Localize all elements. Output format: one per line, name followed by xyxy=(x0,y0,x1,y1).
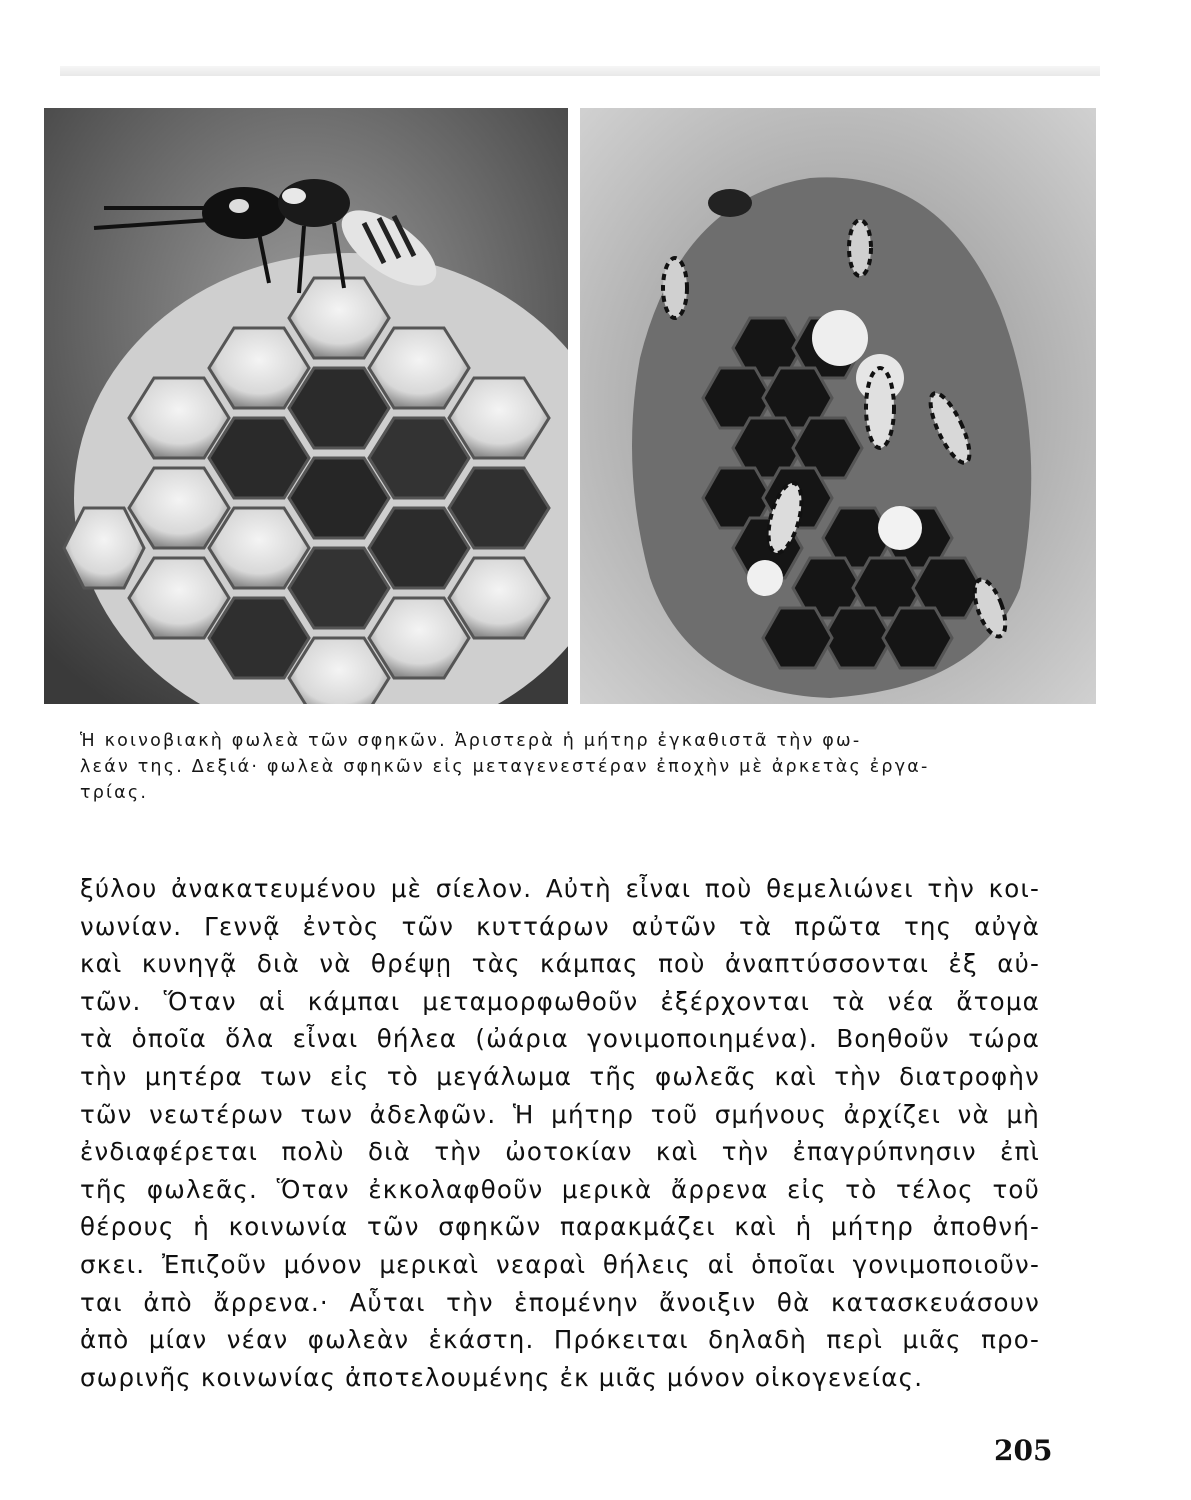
right-photo-nest-workers xyxy=(580,108,1096,704)
body-paragraph xyxy=(80,870,1040,1396)
figure-caption xyxy=(80,728,1040,806)
body-line: σωρινῆς κοινωνίας ἀποτελουμένης ἐκ μιᾶς μόνον οἰκογενείας. xyxy=(80,1362,924,1392)
body-line: τὰ ὁποῖα ὅλα εἶναι θήλεα (ὠάρια γονιμοποιημένα). Βοηθοῦν τώρα xyxy=(80,1024,1040,1054)
body-line: τῆς φωλεᾶς. Ὅταν ἐκκολαφθοῦν μερικὰ ἄρρενα εἰς τὸ τέλος τοῦ xyxy=(80,1174,1040,1204)
caption-line: λεάν της. Δεξιά· φωλεὰ σφηκῶν εἰς μεταγενεστέραν ἐποχὴν μὲ ἀρκετὰς ἐργα- xyxy=(80,757,930,777)
body-line: ἐνδιαφέρεται πολὺ διὰ τὴν ὠοτοκίαν καὶ τὴν ἐπαγρύπνησιν ἐπὶ xyxy=(80,1137,1040,1167)
page-shadow-rule xyxy=(60,66,1100,76)
body-line: τῶν νεωτέρων των ἀδελφῶν. Ἡ μήτηρ τοῦ σμήνους ἀρχίζει νὰ μὴ xyxy=(80,1099,1040,1129)
body-line: σκει. Ἐπιζοῦν μόνον μερικαὶ νεαραὶ θήλεις αἱ ὁποῖαι γονιμοποιοῦν- xyxy=(80,1249,1040,1279)
caption-line: Ἡ κοινοβιακὴ φωλεὰ τῶν σφηκῶν. Ἀριστερὰ ἡ μήτηρ ἐγκαθιστᾶ τὴν φω- xyxy=(80,731,862,751)
body-line: ἀπὸ μίαν νέαν φωλεὰν ἑκάστη. Πρόκειται δηλαδὴ περὶ μιᾶς προ- xyxy=(80,1325,1040,1355)
body-line: ται ἀπὸ ἄρρενα.· Αὗται τὴν ἑπομένην ἄνοιξιν θὰ κατασκευάσουν xyxy=(80,1287,1040,1317)
body-line: ξύλου ἀνακατευμένου μὲ σίελον. Αὐτὴ εἶναι ποὺ θεμελιώνει τὴν κοι- xyxy=(80,874,1040,903)
right-photo-image xyxy=(580,108,1096,704)
body-line: νωνίαν. Γεννᾷ ἐντὸς τῶν κυττάρων αὐτῶν τὰ πρῶτα της αὐγὰ xyxy=(80,911,1040,941)
left-photo-queen-nest xyxy=(44,108,568,704)
body-line: τὴν μητέρα των εἰς τὸ μεγάλωμα τῆς φωλεᾶς καὶ τὴν διατροφὴν xyxy=(80,1061,1040,1091)
body-line: τῶν. Ὅταν αἱ κάμπαι μεταμορφωθοῦν ἐξέρχονται τὰ νέα ἄτομα xyxy=(80,986,1040,1016)
caption-line: τρίας. xyxy=(80,783,149,803)
left-photo-image xyxy=(44,108,568,704)
page-number: 205 xyxy=(994,1434,1053,1467)
body-line: καὶ κυνηγᾷ διὰ νὰ θρέψῃ τὰς κάμπας ποὺ ἀναπτύσσονται ἐξ αὐ- xyxy=(80,949,1040,979)
body-line: θέρους ἡ κοινωνία τῶν σφηκῶν παρακμάζει καὶ ἡ μήτηρ ἀποθνή- xyxy=(80,1212,1040,1242)
